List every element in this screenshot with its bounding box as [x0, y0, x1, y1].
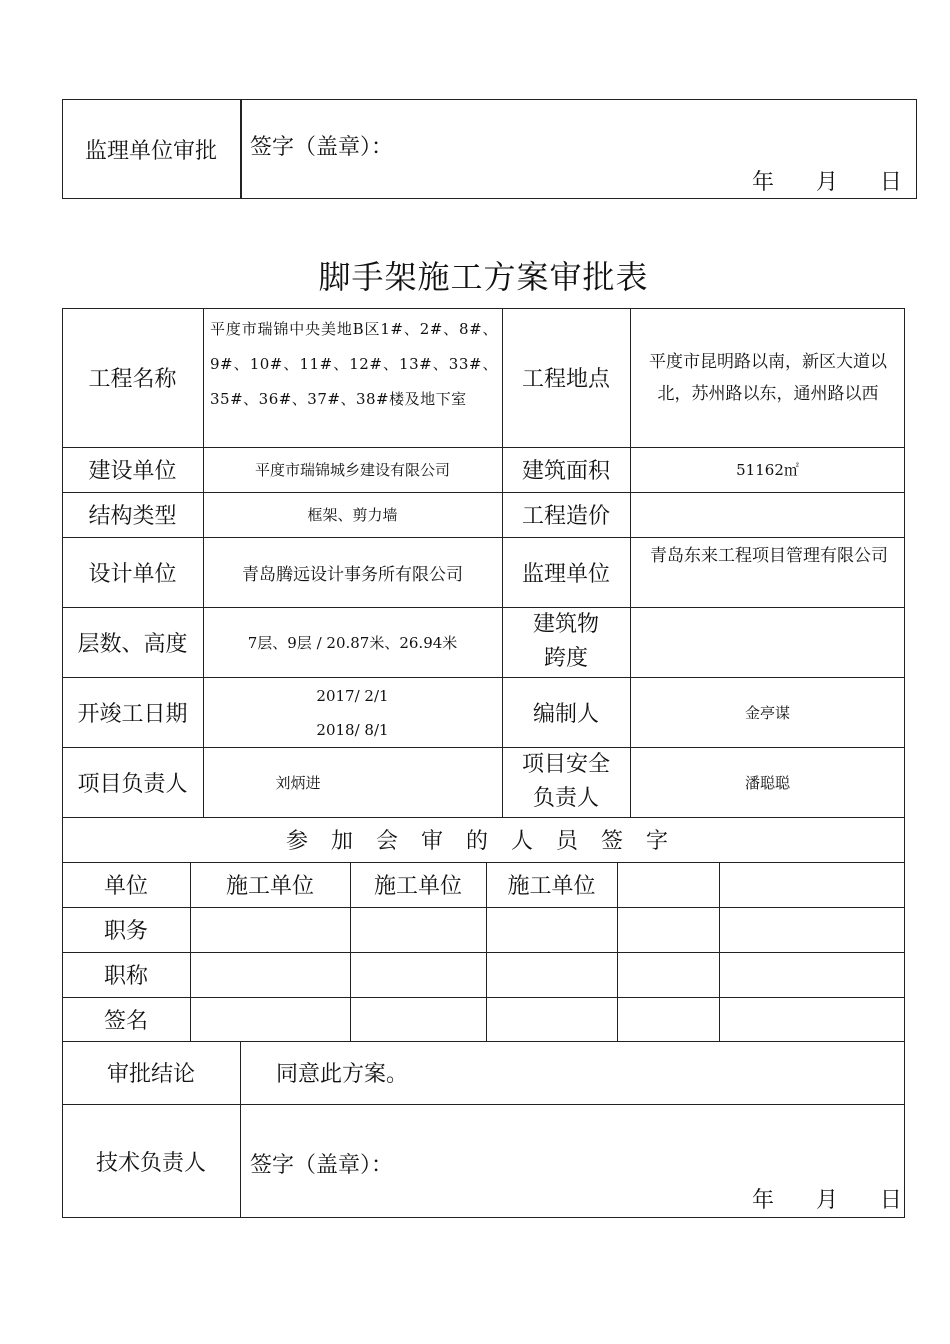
project-location-label: 工程地点 — [521, 367, 610, 392]
unit-col-5 — [719, 862, 905, 907]
divider — [240, 99, 242, 199]
unit-col-3: 施工单位 — [507, 874, 596, 899]
date-text: 年 月 日 — [752, 170, 902, 195]
author-value: 金亭谋 — [744, 703, 790, 722]
cost-value — [630, 492, 905, 537]
safety-label: 项目安全负责人 — [521, 752, 610, 811]
start-date: 2017/ 2/1 — [316, 687, 389, 705]
end-date: 2018/ 8/1 — [316, 721, 389, 739]
conclusion-label: 审批结论 — [106, 1062, 195, 1087]
review-heading: 参加会审的人员签字 — [285, 829, 691, 854]
area-label: 建筑面积 — [521, 459, 610, 484]
tech-sign-text: 签字（盖章）： — [250, 1153, 394, 1178]
structure-label: 结构类型 — [88, 504, 177, 529]
manager-label: 项目负责人 — [77, 771, 188, 797]
builder-value: 平度市瑞锦城乡建设有限公司 — [254, 461, 450, 479]
sign-text: 签字（盖章）： — [250, 135, 394, 160]
project-name-value: 平度市瑞锦中央美地B区1#、2#、8#、9#、10#、11#、12#、13#、33#、35#、36#、37#、38#楼及地下室 — [210, 320, 498, 408]
structure-value: 框架、剪力墙 — [307, 506, 398, 524]
design-value: 青岛腾远设计事务所有限公司 — [242, 564, 463, 585]
safety-value: 潘聪聪 — [744, 773, 790, 792]
unit-col-4 — [617, 862, 719, 907]
floors-label: 层数、高度 — [77, 631, 188, 657]
tech-date-text: 年 月 日 — [752, 1188, 902, 1213]
page-title: 脚手架施工方案审批表 — [318, 258, 649, 296]
conclusion-value: 同意此方案。 — [276, 1062, 409, 1087]
project-location-value: 平度市昆明路以南，新区大道以北，苏州路以东，通州路以西 — [649, 351, 887, 404]
row-label-unit: 单位 — [103, 874, 148, 899]
area-value: 51162㎡ — [736, 461, 799, 479]
author-label: 编制人 — [532, 701, 599, 727]
row-label-signature: 签名 — [103, 1008, 148, 1034]
dates-label: 开竣工日期 — [77, 701, 188, 727]
span-label: 建筑物跨度 — [532, 612, 599, 671]
manager-value: 刘炳进 — [275, 773, 321, 792]
floors-value: 7层、9层 / 20.87米、26.94米 — [247, 633, 458, 652]
project-name-label: 工程名称 — [88, 367, 177, 392]
cost-label: 工程造价 — [521, 504, 610, 529]
design-label: 设计单位 — [88, 561, 177, 587]
row-label-title: 职称 — [103, 964, 148, 989]
row-label-position: 职务 — [103, 919, 148, 944]
builder-label: 建设单位 — [88, 459, 177, 484]
supervisor-value: 青岛东来工程项目管理有限公司 — [650, 546, 888, 566]
unit-col-2: 施工单位 — [373, 874, 462, 899]
tech-lead-label: 技术负责人 — [95, 1150, 206, 1176]
unit-col-1: 施工单位 — [225, 874, 314, 899]
supervisor-label: 监理单位 — [521, 561, 610, 587]
supervisor-approval-label: 监理单位审批 — [84, 138, 217, 164]
span-value — [630, 607, 905, 677]
